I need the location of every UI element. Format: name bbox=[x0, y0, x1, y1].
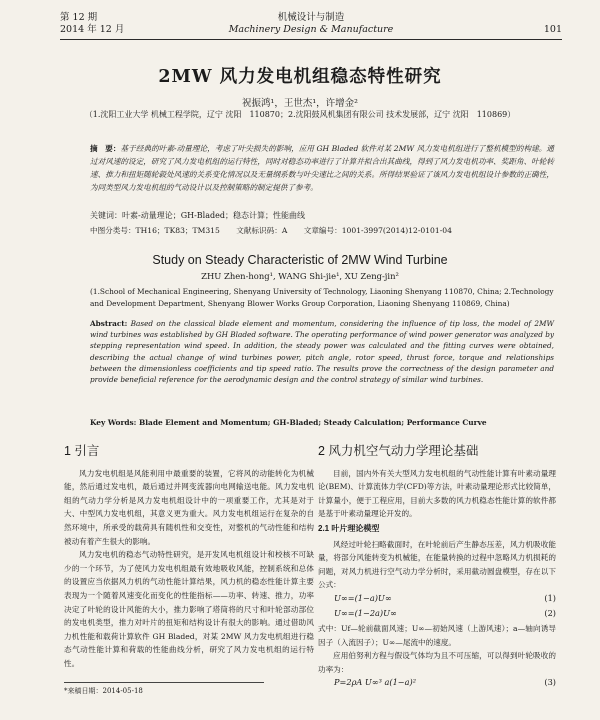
left-column bbox=[64, 445, 314, 671]
abstract-en-text: Based on the classical blade element and momentum, considering the influence of tip loss, the model of 2MW wind turbines was established by GH Bladed software. The operating performance of wind power generator was analyzed by stepping representation wind speed. In addition, the steady power was calculated and the fitting curves were obtained, describing the actual change of wind turbines power, pitch angle, rotor speed, thrust force, torque and relationships between the dimensionless coefficients and tip speed ratio. The results prove the correctness of the design parameter and provide beneficial reference for the aerodynamic design and the control strategy of similar wind turbines. bbox=[90, 319, 554, 385]
keywords-cn: 关键词：叶素-动量理论；GH-Bladed；稳态计算；性能曲线 bbox=[90, 211, 305, 220]
journal-name-en: Machinery Design & Manufacture bbox=[228, 24, 394, 35]
paper-title-en: Study on Steady Characteristic of 2MW Wind Turbine bbox=[152, 253, 448, 267]
section-2-title: 2 风力机空气动力学理论基础 bbox=[318, 444, 479, 458]
journal-name bbox=[60, 12, 562, 36]
equation-3-number: (3) bbox=[544, 677, 556, 688]
affiliation-cn: （1.沈阳工业大学 机械工程学院，辽宁 沈阳 110870；2.沈阳鼓风机集团有限公司 技术发展部，辽宁 沈阳 110869） bbox=[84, 110, 516, 119]
equation-3-expr: P=2ρA U∞³ a(1−a)² bbox=[334, 677, 417, 688]
abstract-en-label: Abstract: bbox=[90, 319, 128, 328]
journal-name-cn: 机械设计与制造 bbox=[277, 12, 345, 23]
equation-1 bbox=[318, 592, 556, 607]
abstract-cn-text: 基于经典的叶素-动量理论，考虑了叶尖损失的影响，应用 GH Bladed 软件对某 2MW 风力发电机组进行了整机模型的构建。通过对风速的设定，研究了风力发电机组的运行特性，同时对稳态功率进行了计算并拟合出其曲线，得到了风力发电机功率、奖距角、叶轮转速、推力和扭矩随轮毂处风速的关系变化情况以及无量纲系数与叶尖速比之间的关系。所得结果验证了该风力发电机组设计参数的正确性，为同类型风力发电机组的气动设计以及控制策略的制定提供了参考。 bbox=[90, 144, 555, 192]
momentum-paragraph: 应用伯努利方程与假设气体均为且不可压缩，可以得到叶轮吸收的功率为： bbox=[318, 651, 556, 674]
equation-3 bbox=[318, 676, 556, 691]
document-code: 文献标识码：A bbox=[236, 226, 288, 235]
section-1-title: 1 引言 bbox=[64, 444, 100, 458]
classification-number: 中图分类号：TH16；TK83；TM315 bbox=[90, 226, 220, 235]
abstract-cn-label: 摘 要： bbox=[90, 144, 121, 153]
equation-2-number: (2) bbox=[544, 607, 556, 618]
equation-1-number: (1) bbox=[544, 592, 556, 603]
issue-number: 第 12 期 bbox=[60, 12, 98, 23]
classification-row bbox=[90, 225, 554, 236]
authors-cn: 祝振鸿¹，王世杰¹，许增金² bbox=[242, 98, 358, 109]
received-date: *来稿日期：2014-05-18 bbox=[64, 682, 264, 696]
right-column bbox=[318, 445, 556, 691]
abstract-cn bbox=[90, 142, 554, 194]
equation-2 bbox=[318, 607, 556, 622]
abstract-en bbox=[90, 318, 554, 385]
page-number: 101 bbox=[543, 24, 562, 35]
running-header bbox=[60, 10, 562, 40]
equation-1-expr: U∞=(1−a)U∞ bbox=[334, 592, 392, 603]
affiliation-en: (1.School of Mechanical Engineering, Shenyang University of Technology, Liaoning Shenyang 110870, China; 2.Technology and Development Department, Shenyang Blower Works Group Corporation, Liaoning Shenyang 110869, China) bbox=[90, 287, 554, 308]
equation-variables-note: 式中：Uf—轮前截面风速；U∞—初始风速（上游风速）；a—轴向诱导因子（入流因子）；U∞—尾流中的速度。 bbox=[318, 623, 556, 647]
paper-title-cn: 2MW 风力发电机组稳态特性研究 bbox=[158, 67, 442, 87]
subsection-2-1-paragraph: 风经过叶轮扫略截面时，在叶轮前后产生静态压差，风力机吸收能量，将部分风能转变为机械能，在能量转换的过程中忽略风力机损耗的问题，对风力机进行空气动力学分析时，采用截动圆盘模型，存在以下公式： bbox=[318, 539, 556, 590]
authors-en: ZHU Zhen-hong¹, WANG Shi-jie¹, XU Zeng-jin² bbox=[201, 271, 399, 281]
equation-2-expr: U∞=(1−2a)U∞ bbox=[334, 607, 397, 618]
section-1-paragraph: 风力发电机组是风能利用中最重要的装置，它将风的动能转化为机械能，然后通过发电机，最后通过并网变流器向电网输送电能。风力发电机组的气动力学分析是风力发电机组设计中的一项重要工作，尤其是对于大、中型风力发电机组，其意义更为重大。风力发电机组运行在复杂的自然环境中，所承受的载荷具有随机性和交变性，对整机的气动性能和结构被动有着产生很大的影响。 bbox=[64, 468, 314, 546]
subsection-2-1-title: 2.1 叶片理论模型 bbox=[318, 523, 380, 533]
issue-date: 2014 年 12 月 bbox=[60, 24, 125, 35]
article-number: 文章编号：1001-3997(2014)12-0101-04 bbox=[303, 226, 452, 235]
section-2-intro: 目前，国内外有关大型风力发电机组的气动性能计算有叶素动量理论(BEM)、计算流体力学(CFD)等方法，叶素动量理论形式比较简单，计算量小，便于工程应用，目前大多数的风力机稳态性能计算的软件都是基于叶素动量理论开发的。 bbox=[318, 468, 556, 519]
section-1-paragraph: 风力发电机的稳态气动特性研究，是开发风电机组设计和校核不可缺少的一个环节，为了使风力发电机组最有效地吸收风能，控制系统和总体的设置应当依据风力机的气动性能计算结果，风力机的稳态性能计算主要表现为一个随着风速变化而变化的性能指标——功率、转速、推力，功率决定了叶轮的设计风能的大小，推力影响了塔筒将的尺寸和叶轮部动部位的发电机类型，推力对叶片的扭矩和结构设计有很大的影响。通过借助风力机性能和载荷计算软件 GH Bladed，对某 2MW 风力发电机组进行稳态气动性能计算和荷载的性能曲线分析，研究了风力发电机组的运行特性。 bbox=[64, 550, 314, 668]
keywords-en: Key Words: Blade Element and Momentum; GH-Bladed; Steady Calculation; Performance Curve bbox=[90, 418, 487, 427]
